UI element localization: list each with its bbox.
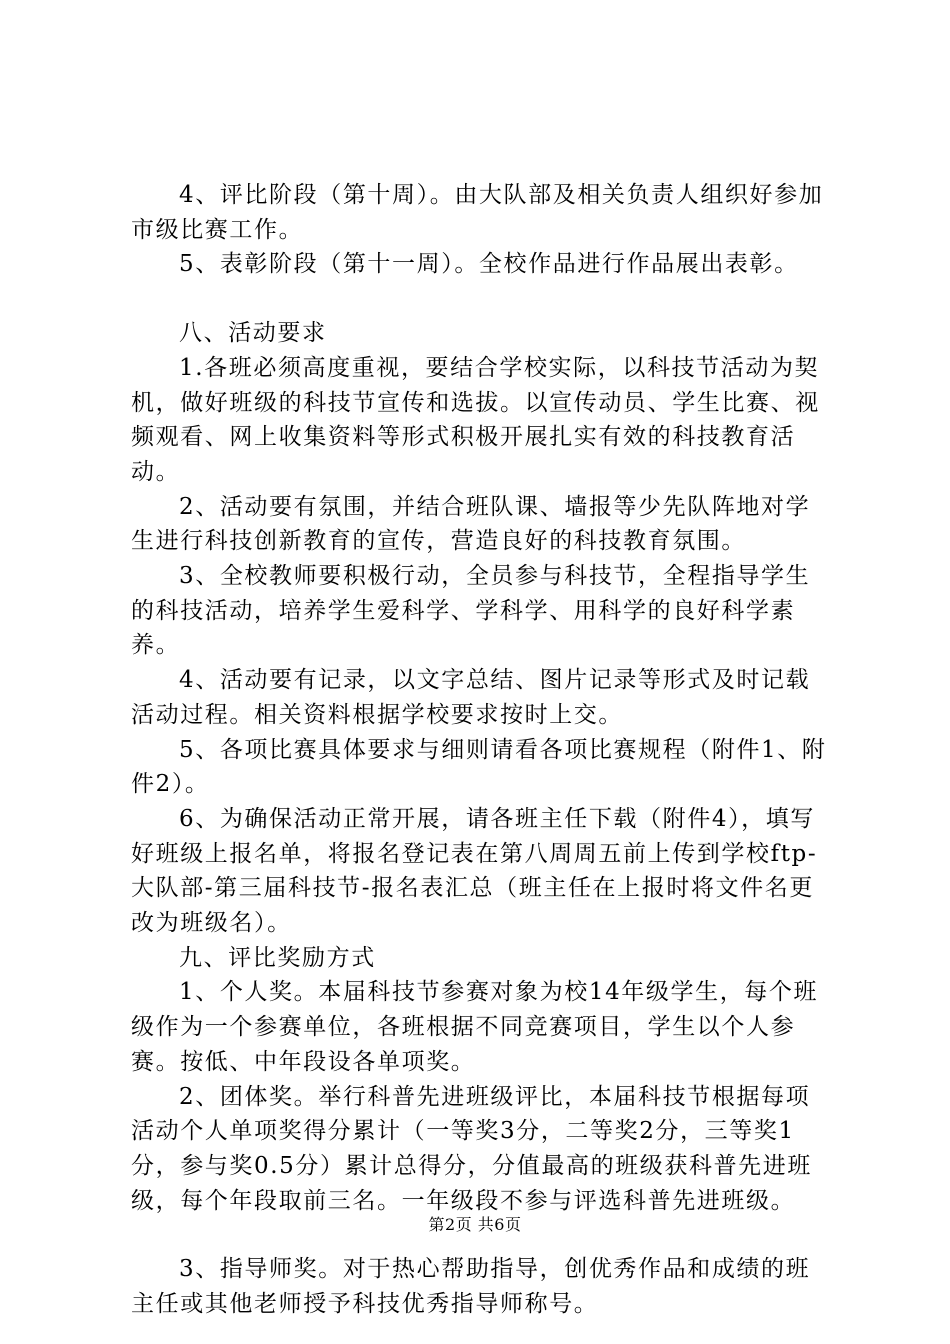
paragraph-requirement-4: 4、活动要有记录，以文字总结、图片记录等形式及时记载活动过程。相关资料根据学校要求按时上交。: [131, 667, 811, 728]
page-footer: 第2页 共6页: [428, 1215, 522, 1234]
document-body: [131, 178, 831, 1322]
section-heading-awards: 九、评比奖励方式: [179, 944, 376, 971]
paragraph-award-individual: 1、个人奖。本届科技节参赛对象为校14年级学生，每个班级作为一个参赛单位，各班根据不同竞赛项目，学生以个人参赛。按低、中年段设各单项奖。: [131, 979, 819, 1075]
paragraph-award-team: 2、团体奖。举行科普先进班级评比，本届科技节根据每项活动个人单项奖得分累计（一等奖3分，二等奖2分，三等奖1分，参与奖0.5分）累计总得分，分值最高的班级获科普先进班级，每个年段取前三名。一年级段不参与评选科普先进班级。: [131, 1083, 812, 1214]
paragraph-stage-5: 5、表彰阶段（第十一周）。全校作品进行作品展出表彰。: [179, 251, 799, 278]
paragraph-requirement-6: 6、为确保活动正常开展，请各班主任下载（附件4），填写好班级上报名单，将报名登记表在第八周周五前上传到学校ftp-大队部-第三届科技节-报名表汇总（班主任在上报时将文件名更改为班级名）。: [131, 805, 818, 937]
spacer: [131, 282, 831, 316]
paragraph-stage-4: 4、评比阶段（第十周）。由大队部及相关负责人组织好参加市级比赛工作。: [131, 182, 824, 243]
paragraph-requirement-2: 2、活动要有氛围，并结合班队课、墙报等少先队阵地对学生进行科技创新教育的宣传，营造良好的科技教育氛围。: [131, 493, 811, 555]
section-heading-requirements: 八、活动要求: [179, 320, 327, 347]
paragraph-requirement-3: 3、全校教师要积极行动，全员参与科技节，全程指导学生的科技活动，培养学生爱科学、学科学、用科学的良好科学素养。: [131, 563, 811, 659]
paragraph-award-mentor: 3、指导师奖。对于热心帮助指导，创优秀作品和成绩的班主任或其他老师授予科技优秀指导师称号。: [131, 1256, 811, 1318]
paragraph-requirement-5: 5、各项比赛具体要求与细则请看各项比赛规程（附件1、附件2）。: [131, 736, 827, 798]
paragraph-requirement-1: 1.各班必须高度重视，要结合学校实际，以科技节活动为契机，做好班级的科技节宣传和选拔。以宣传动员、学生比赛、视频观看、网上收集资料等形式积极开展扎实有效的科技教育活动。: [131, 354, 820, 485]
